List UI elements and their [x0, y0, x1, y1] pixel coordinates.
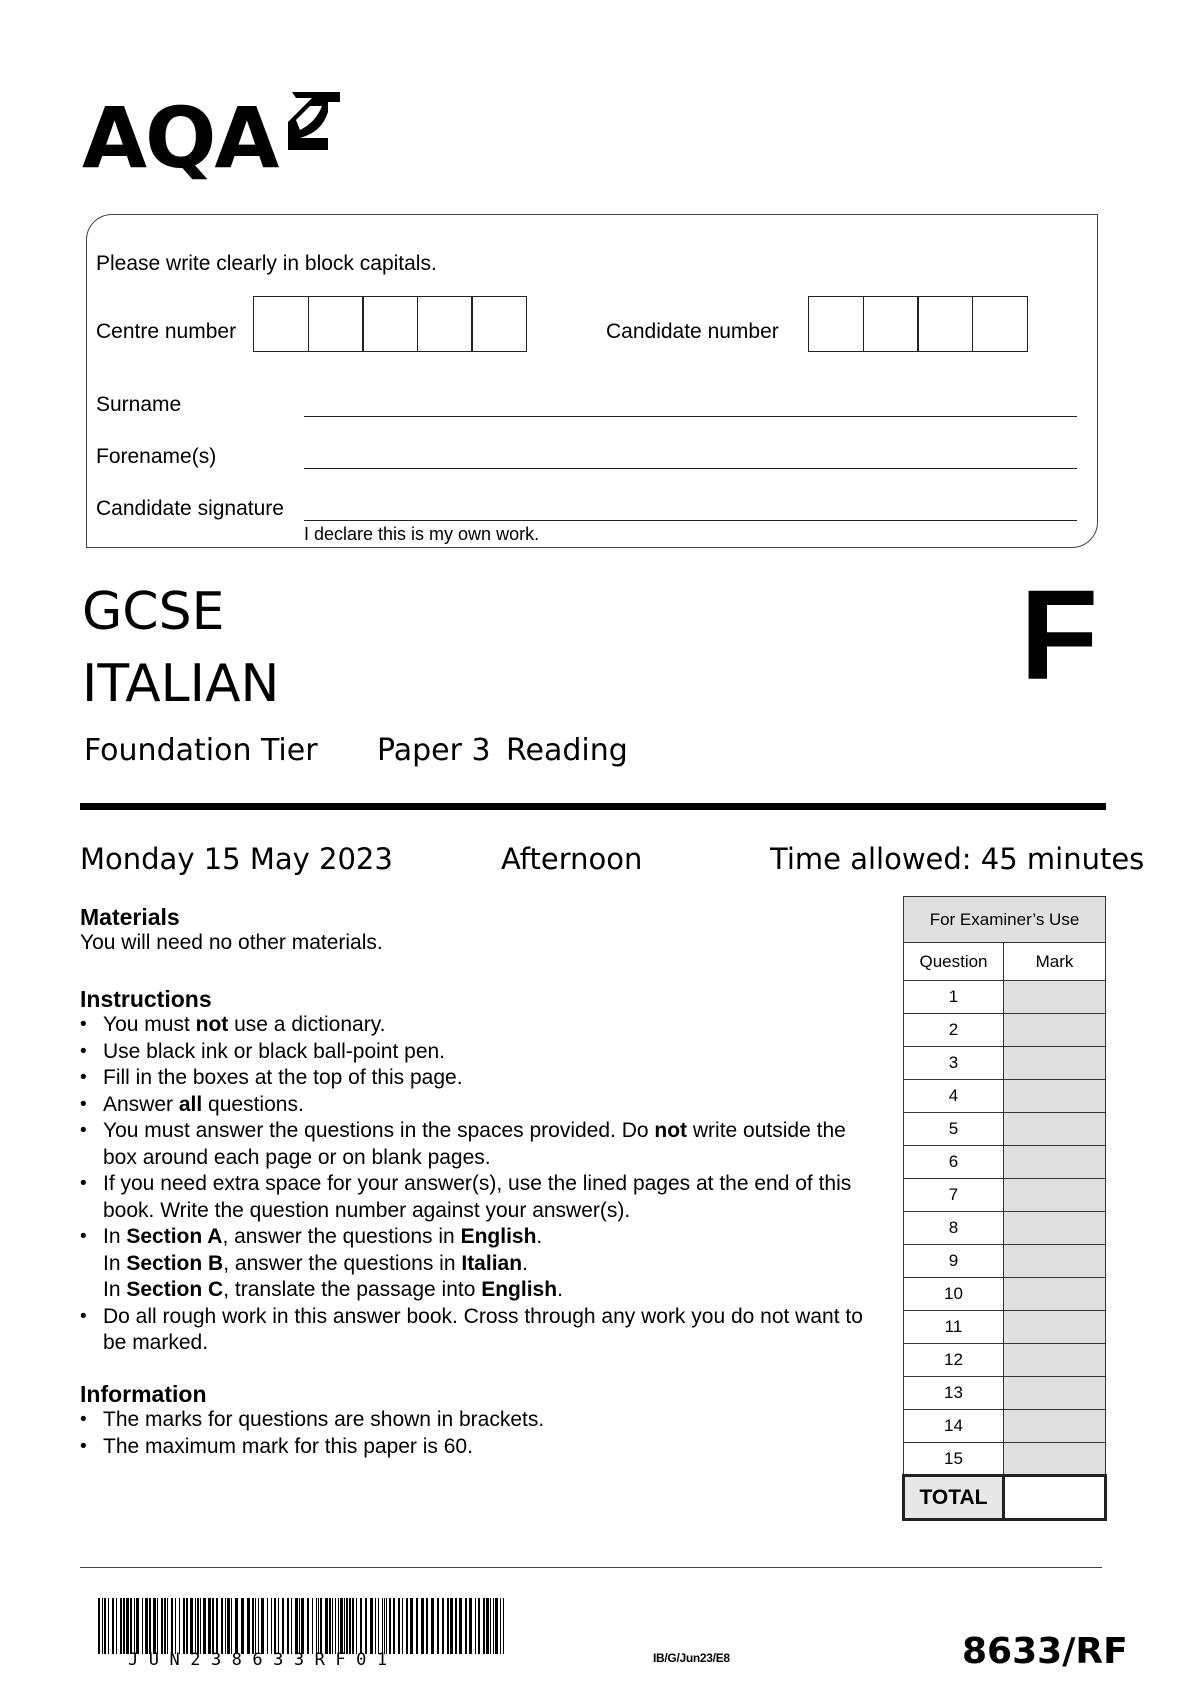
question-number: 5: [904, 1113, 1004, 1146]
tier-label: Foundation Tier: [84, 733, 318, 768]
question-number: 2: [904, 1014, 1004, 1047]
centre-number-digit-box[interactable]: [471, 296, 527, 352]
declaration-text: I declare this is my own work.: [304, 524, 540, 544]
information-item: • The maximum mark for this paper is 60.: [80, 1434, 880, 1461]
surname-field-line[interactable]: [304, 416, 1077, 417]
mark-cell: [1004, 1311, 1106, 1344]
question-number: 15: [904, 1443, 1004, 1476]
question-number: 14: [904, 1410, 1004, 1443]
mark-cell: [1004, 1146, 1106, 1179]
question-number: 10: [904, 1278, 1004, 1311]
title-divider: [80, 803, 1106, 810]
mark-cell: [1004, 1344, 1106, 1377]
mark-cell: [1004, 1278, 1106, 1311]
mark-cell: [1004, 981, 1106, 1014]
centre-number-digit-box[interactable]: [417, 296, 473, 352]
total-label: TOTAL: [904, 1476, 1004, 1520]
centre-number-digit-box[interactable]: [308, 296, 364, 352]
mark-cell: [1004, 1410, 1106, 1443]
instruction-item: • Do all rough work in this answer book. Cross through any work you do not want to be marked.: [80, 1304, 880, 1357]
mark-cell: [1004, 1080, 1106, 1113]
question-number: 8: [904, 1212, 1004, 1245]
footer-divider: [80, 1567, 1102, 1568]
block-capitals-instruction: Please write clearly in block capitals.: [96, 252, 437, 275]
aqa-logo: [82, 89, 352, 192]
paper-code: 8633/RF: [962, 1631, 1128, 1672]
candidate-number-digit-box[interactable]: [972, 296, 1028, 352]
subject-title: ITALIAN: [82, 654, 280, 714]
candidate-number-digit-box[interactable]: [808, 296, 864, 352]
mark-cell: [1004, 1047, 1106, 1080]
question-number: 6: [904, 1146, 1004, 1179]
materials-text: You will need no other materials.: [80, 931, 383, 954]
question-number: 4: [904, 1080, 1004, 1113]
information-list: [80, 1407, 880, 1460]
materials-heading: Materials: [80, 904, 180, 930]
candidate-number-digit-box[interactable]: [917, 296, 973, 352]
instruction-item: • If you need extra space for your answer(s), use the lined pages at the end of this book. Write the question number against your answer(s).: [80, 1171, 880, 1224]
forenames-field-line[interactable]: [304, 468, 1077, 469]
examiners-use-title: For Examiner’s Use: [904, 897, 1106, 943]
question-number: 12: [904, 1344, 1004, 1377]
barcode: [96, 1598, 510, 1654]
instructions-heading: Instructions: [80, 986, 212, 1012]
question-number: 1: [904, 981, 1004, 1014]
question-number: 13: [904, 1377, 1004, 1410]
reference-code: IB/G/Jun23/E8: [653, 1651, 730, 1665]
barcode-text: JUN238633RF01: [128, 1650, 398, 1670]
information-item: • The marks for questions are shown in brackets.: [80, 1407, 880, 1434]
tier-letter: F: [1020, 564, 1099, 707]
mark-cell: [1004, 1245, 1106, 1278]
logo-leaf-icon: [282, 92, 340, 150]
centre-number-digit-box[interactable]: [362, 296, 418, 352]
instruction-item: • In Section A, answer the questions in English. In Section B, answer the questions in Italian. In Section C, translate the passage into English.: [80, 1224, 880, 1304]
examiners-use-table: [902, 896, 1107, 1521]
total-mark-cell: [1004, 1476, 1106, 1520]
logo-text: AQA: [82, 89, 278, 187]
question-number: 11: [904, 1311, 1004, 1344]
mark-column-header: Mark: [1004, 943, 1106, 981]
question-column-header: Question: [904, 943, 1004, 981]
centre-number-digit-box[interactable]: [253, 296, 309, 352]
instruction-item: • Fill in the boxes at the top of this page.: [80, 1065, 880, 1092]
exam-session: Afternoon: [501, 842, 643, 876]
mark-cell: [1004, 1443, 1106, 1476]
candidate-number-label: Candidate number: [606, 320, 779, 343]
instruction-item: • You must answer the questions in the spaces provided. Do not write outside the box around each page or on blank pages.: [80, 1118, 880, 1171]
candidate-number-boxes: [808, 296, 1028, 352]
centre-number-label: Centre number: [96, 320, 237, 343]
mark-cell: [1004, 1212, 1106, 1245]
signature-label: Candidate signature: [96, 497, 284, 520]
mark-cell: [1004, 1113, 1106, 1146]
mark-cell: [1004, 1014, 1106, 1047]
question-number: 7: [904, 1179, 1004, 1212]
time-allowed: Time allowed: 45 minutes: [770, 842, 1145, 876]
forenames-label: Forename(s): [96, 445, 217, 468]
surname-label: Surname: [96, 393, 182, 416]
information-heading: Information: [80, 1381, 207, 1407]
question-number: 9: [904, 1245, 1004, 1278]
instruction-item: • Answer all questions.: [80, 1092, 880, 1119]
mark-cell: [1004, 1377, 1106, 1410]
mark-cell: [1004, 1179, 1106, 1212]
qualification-title: GCSE: [82, 582, 225, 642]
centre-number-boxes: [253, 296, 527, 352]
candidate-number-digit-box[interactable]: [863, 296, 919, 352]
signature-field-line[interactable]: [304, 520, 1077, 521]
instruction-item: • Use black ink or black ball-point pen.: [80, 1039, 880, 1066]
question-number: 3: [904, 1047, 1004, 1080]
paper-label: Paper 3: [377, 733, 491, 768]
instruction-item: • You must not use a dictionary.: [80, 1012, 880, 1039]
instructions-list: [80, 1012, 880, 1357]
component-label: Reading: [506, 733, 628, 768]
exam-date: Monday 15 May 2023: [80, 842, 393, 876]
